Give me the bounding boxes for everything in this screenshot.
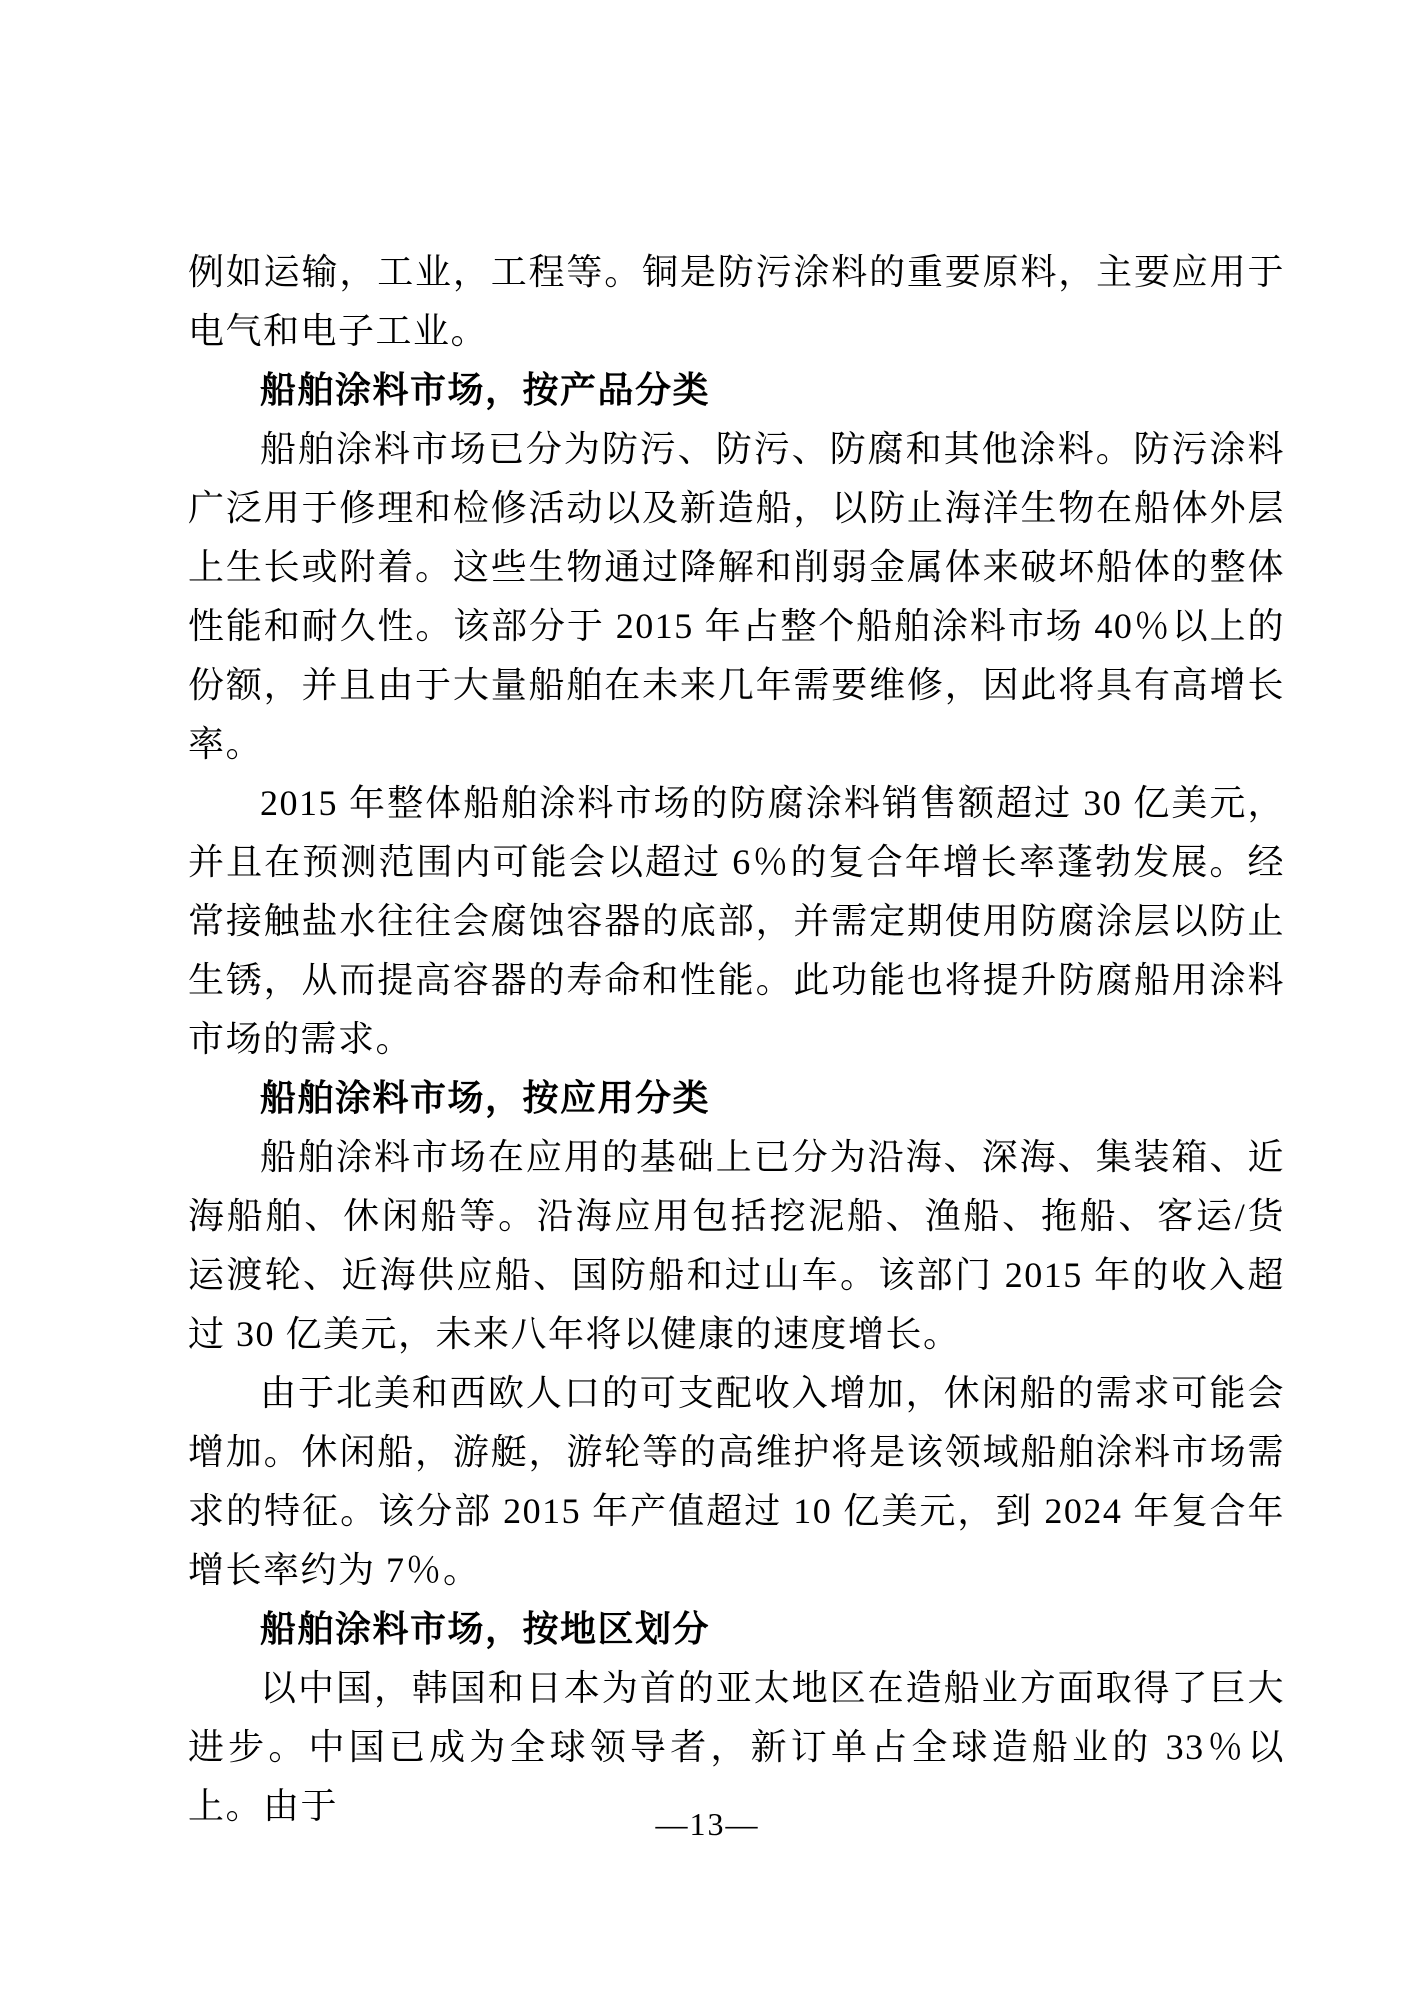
paragraph-continued: 例如运输，工业，工程等。铜是防污涂料的重要原料，主要应用于电气和电子工业。 — [188, 252, 1285, 351]
page-number: —13— — [655, 1806, 760, 1842]
section-heading-by-application: 船舶涂料市场，按应用分类 — [260, 1078, 711, 1118]
document-body — [188, 243, 1285, 1836]
paragraph: 船舶涂料市场已分为防污、防污、防腐和其他涂料。防污涂料广泛用于修理和检修活动以及新造船，以防止海洋生物在船体外层上生长或附着。这些生物通过降解和削弱金属体来破坏船体的整体性能和耐久性。该部分于 2015 年占整个船舶涂料市场 40％以上的份额，并且由于大量船舶在未来几年需要维修，因此将具有高增长率。 — [188, 429, 1285, 764]
paragraph: 2015 年整体船舶涂料市场的防腐涂料销售额超过 30 亿美元，并且在预测范围内可能会以超过 6％的复合年增长率蓬勃发展。经常接触盐水往往会腐蚀容器的底部，并需定期使用防腐涂层以防止生锈，从而提高容器的寿命和性能。此功能也将提升防腐船用涂料市场的需求。 — [188, 783, 1285, 1059]
paragraph: 船舶涂料市场在应用的基础上已分为沿海、深海、集装箱、近海船舶、休闲船等。沿海应用包括挖泥船、渔船、拖船、客运/货运渡轮、近海供应船、国防船和过山车。该部门 2015 年的收入超过 30 亿美元，未来八年将以健康的速度增长。 — [188, 1137, 1285, 1354]
paragraph: 由于北美和西欧人口的可支配收入增加，休闲船的需求可能会增加。休闲船，游艇，游轮等的高维护将是该领域船舶涂料市场需求的特征。该分部 2015 年产值超过 10 亿美元，到 2024 年复合年增长率约为 7％。 — [188, 1373, 1285, 1590]
paragraph: 以中国，韩国和日本为首的亚太地区在造船业方面取得了巨大进步。中国已成为全球领导者，新订单占全球造船业的 33％以上。由于 — [188, 1668, 1285, 1826]
page-footer — [0, 1806, 1415, 1843]
section-heading-by-product: 船舶涂料市场，按产品分类 — [260, 370, 711, 410]
section-heading-by-region: 船舶涂料市场，按地区划分 — [260, 1609, 711, 1649]
